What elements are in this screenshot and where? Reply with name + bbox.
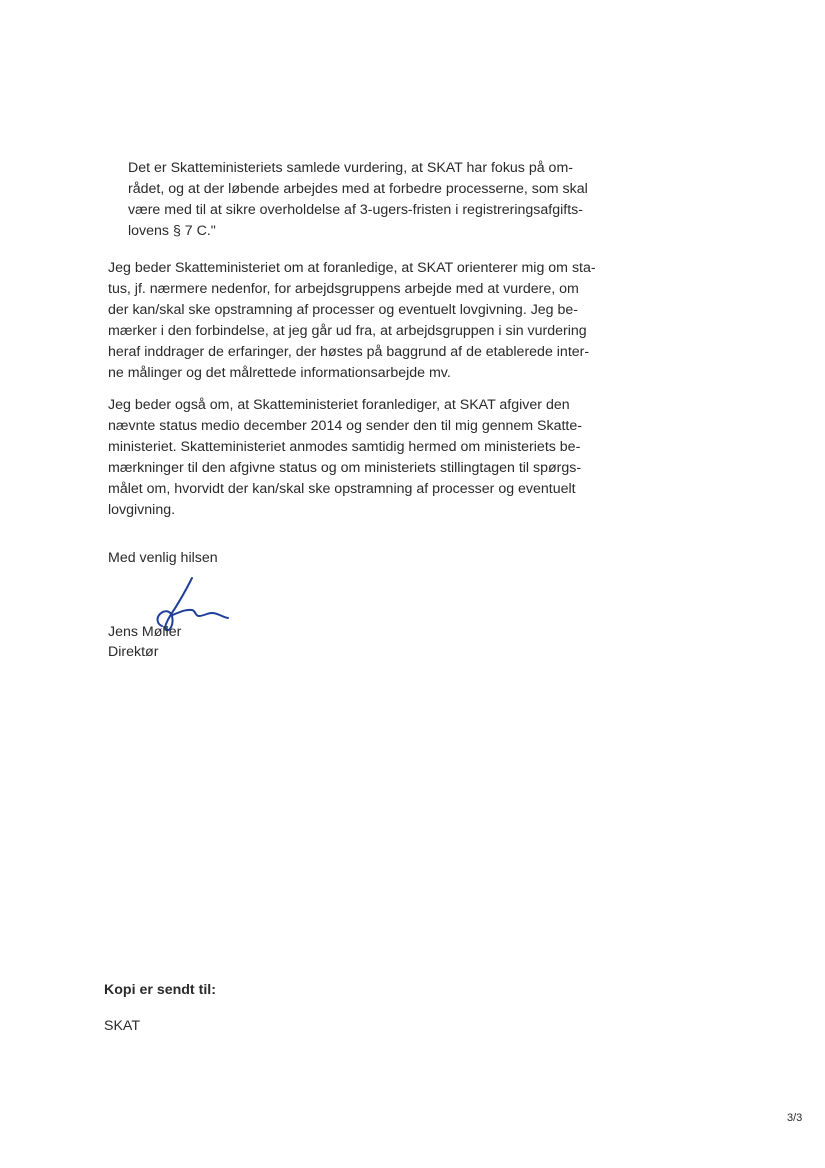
paragraph-line: Jeg beder også om, at Skatteministeriet foranlediger, at SKAT afgiver den (108, 397, 570, 413)
paragraph-line: mærker i den forbindelse, at jeg går ud fra, at arbejdsgruppen i sin vurdering (108, 323, 587, 339)
paragraph-line: ministeriet. Skatteministeriet anmodes samtidig hermed om ministeriets be- (108, 439, 581, 455)
copy-heading: Kopi er sendt til: (104, 982, 216, 998)
quote-line: være med til at sikre overholdelse af 3-ugers-fristen i registreringsafgifts- (128, 202, 583, 218)
copy-recipient: SKAT (104, 1018, 141, 1034)
paragraph-line: Jeg beder Skatteministeriet om at foranledige, at SKAT orienterer mig om sta- (108, 260, 596, 276)
closing-salutation: Med venlig hilsen (108, 550, 218, 566)
paragraph-status-deadline (108, 395, 608, 521)
signer-name: Jens Møller (108, 624, 182, 640)
quote-line: rådet, og at der løbende arbejdes med at forbedre processerne, som skal (128, 181, 588, 197)
paragraph-line: mærkninger til den afgivne status og om ministeriets stillingtagen til spørgs- (108, 460, 582, 476)
paragraph-line: heraf inddrager de erfaringer, der høstes på baggrund af de etablerede inter- (108, 344, 590, 360)
paragraph-line: lovgivning. (108, 502, 176, 518)
paragraph-status-request (108, 258, 608, 384)
paragraph-line: nævnte status medio december 2014 og sender den til mig gennem Skatte- (108, 418, 582, 434)
paragraph-line: der kan/skal ske opstramning af processer og eventuelt lovgivning. Jeg be- (108, 302, 579, 318)
quote-line: Det er Skatteministeriets samlede vurdering, at SKAT har fokus på om- (128, 160, 573, 176)
paragraph-line: tus, jf. nærmere nedenfor, for arbejdsgruppens arbejde med at vurdere, om (108, 281, 579, 297)
quote-line: lovens § 7 C." (128, 223, 216, 239)
page-number: 3/3 (787, 1112, 803, 1124)
paragraph-line: ne målinger og det målrettede informationsarbejde mv. (108, 365, 451, 381)
paragraph-line: målet om, hvorvidt der kan/skal ske opstramning af processer og eventuelt (108, 481, 576, 497)
signer-title: Direktør (108, 644, 159, 660)
quoted-passage (128, 158, 628, 242)
